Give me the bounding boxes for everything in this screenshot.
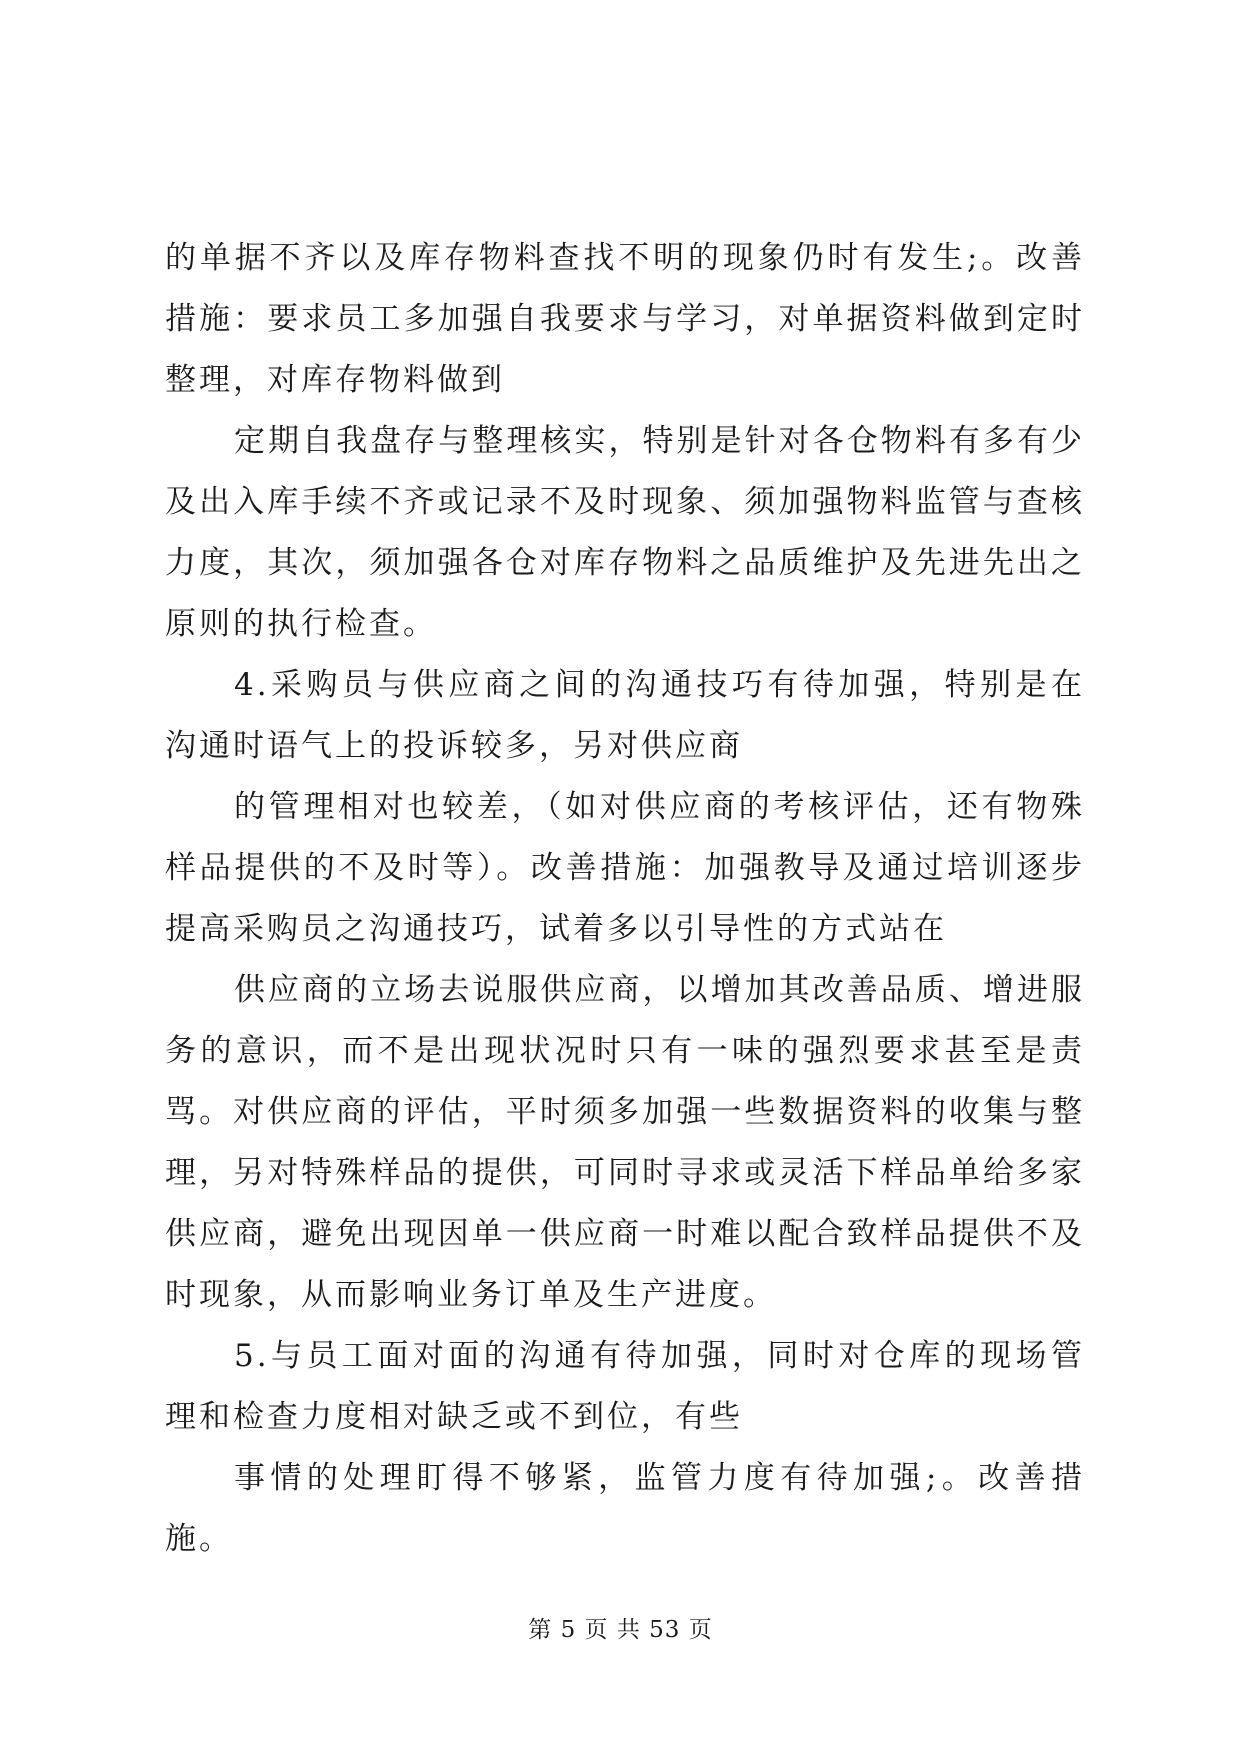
paragraph-3: 4.采购员与供应商之间的沟通技巧有待加强，特别是在沟通时语气上的投诉较多，另对供应商 [165,667,1085,764]
paragraph-5: 供应商的立场去说服供应商，以增加其改善品质、增进服务的意识，而不是出现状况时只有一味的强烈要求甚至是责骂。对供应商的评估，平时须多加强一些数据资料的收集与整理，另对特殊样品的提供，可同时寻求或灵活下样品单给多家供应商，避免出现因单一供应商一时难以配合致样品提供不及时现象，从而影响业务订单及生产进度。 [165,972,1085,1313]
paragraph-2: 定期自我盘存与整理核实，特别是针对各仓物料有多有少及出入库手续不齐或记录不及时现象、须加强物料监管与查核力度，其次，须加强各仓对库存物料之品质维护及先进先出之原则的执行检查。 [165,423,1085,642]
page-footer: 第 5 页 共 53 页 [528,1617,713,1643]
paragraph-7: 事情的处理盯得不够紧，监管力度有待加强;。改善措施。 [165,1460,1085,1557]
paragraph-6: 5.与员工面对面的沟通有待加强，同时对仓库的现场管理和检查力度相对缺乏或不到位，有些 [165,1338,1085,1435]
paragraph-4: 的管理相对也较差，（如对供应商的考核评估，还有物殊样品提供的不及时等）。改善措施：加强教导及通过培训逐步提高采购员之沟通技巧，试着多以引导性的方式站在 [165,789,1085,947]
paragraph-1: 的单据不齐以及库存物料查找不明的现象仍时有发生;。改善措施：要求员工多加强自我要求与学习，对单据资料做到定时整理，对库存物料做到 [165,240,1085,398]
body-text [165,228,1085,1570]
